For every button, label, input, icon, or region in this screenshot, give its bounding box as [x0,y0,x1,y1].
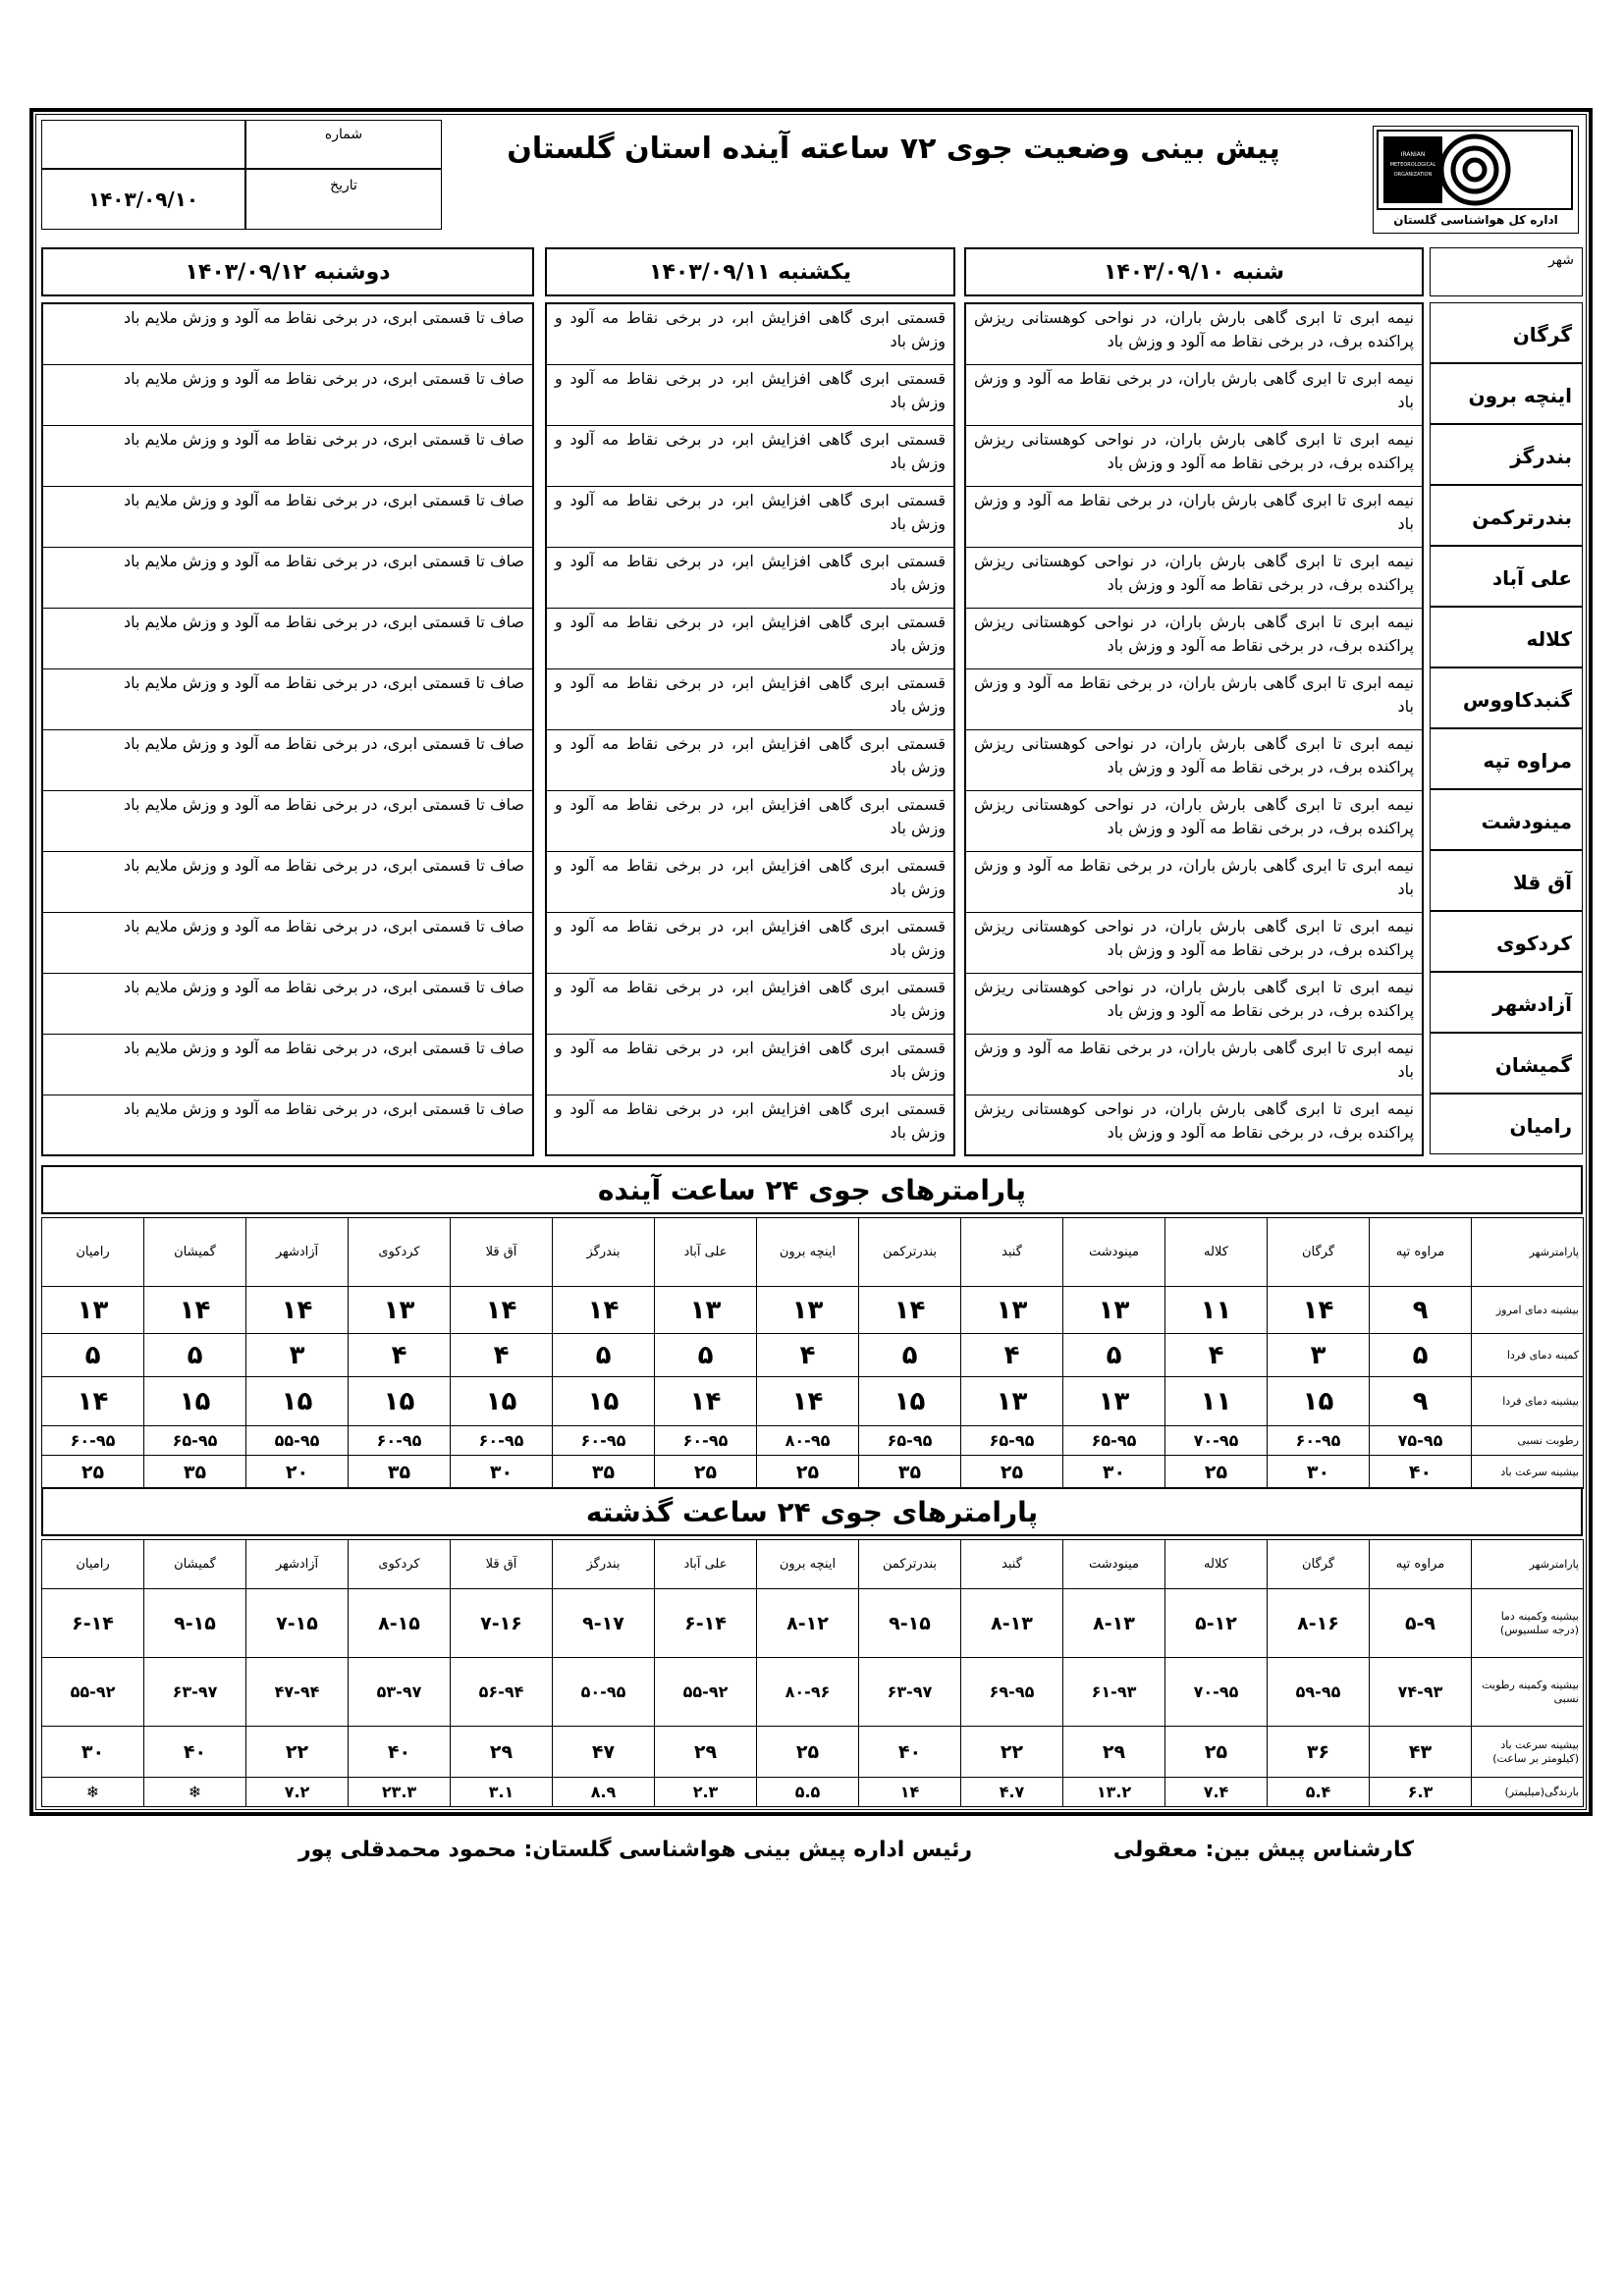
param-value: ۱۵ [1268,1377,1370,1426]
param-value: ۹-۱۵ [859,1589,961,1658]
city-name: کلاله [1430,607,1583,667]
param-value: ۵ [144,1334,246,1377]
param-value: ۴ [349,1334,451,1377]
forecast-cell: صاف تا قسمتی ابری، در برخی نقاط مه آلود و وزش ملایم باد [43,548,532,609]
param-value: ۵۵-۹۲ [42,1658,144,1727]
param-value: ۷۰-۹۵ [1165,1426,1268,1456]
forecast-cell: نیمه ابری تا ابری گاهی بارش باران، در نواحی کوهستانی ریزش پراکنده برف، در برخی نقاط مه آلود و وزش باد [974,1099,1414,1142]
forecast-cell: قسمتی ابری گاهی افزایش ابر، در برخی نقاط مه آلود و وزش باد [547,730,953,791]
param-value: ۲۵ [757,1727,859,1778]
param-value: ۱۳ [1063,1377,1165,1426]
param-value: ۷.۲ [246,1778,349,1807]
forecast-cell: صاف تا قسمتی ابری، در برخی نقاط مه آلود و وزش ملایم باد [43,852,532,913]
date-value: ۱۴۰۳/۰۹/۱۰ [41,169,245,230]
param-row-label: رطوبت نسبی [1472,1426,1584,1456]
param-value: ۱۴ [144,1287,246,1334]
number-value-cell [41,120,245,169]
param-value: ۳۶ [1268,1727,1370,1778]
svg-text:ORGANIZATION: ORGANIZATION [1393,172,1433,178]
city-name: بندرگز [1430,424,1583,485]
forecast-cell: قسمتی ابری گاهی افزایش ابر، در برخی نقاط مه آلود و وزش باد [555,1099,946,1142]
past24-title: پارامترهای جوی ۲۴ ساعت گذشته [41,1487,1583,1536]
forecast-cell: نیمه ابری تا ابری گاهی بارش باران، در برخی نقاط مه آلود و وزش باد [966,1035,1422,1095]
param-value: ۲۹ [655,1727,757,1778]
param-value: ۵ [655,1334,757,1377]
param-city-header: گمیشان [144,1540,246,1589]
forecast-cell: قسمتی ابری گاهی افزایش ابر، در برخی نقاط مه آلود و وزش باد [547,791,953,852]
param-value: ۴.۷ [961,1778,1063,1807]
city-column-header: شهر [1430,247,1583,296]
param-value: ۴۷ [553,1727,655,1778]
param-value: ۱۱ [1165,1287,1268,1334]
meteorological-organization-logo [1373,126,1579,234]
param-value: ۴۰ [859,1727,961,1778]
forecast-cell: صاف تا قسمتی ابری، در برخی نقاط مه آلود و وزش ملایم باد [43,365,532,426]
forecast-cell: قسمتی ابری گاهی افزایش ابر، در برخی نقاط مه آلود و وزش باد [547,913,953,974]
param-city-header: گنبد [961,1218,1063,1287]
param-value: ۶۰-۹۵ [1268,1426,1370,1456]
param-value: ۵ [42,1334,144,1377]
param-value: ۷۴-۹۳ [1370,1658,1472,1727]
forecast-cell: صاف تا قسمتی ابری، در برخی نقاط مه آلود و وزش ملایم باد [43,730,532,791]
param-value: ۵ [859,1334,961,1377]
param-value: ۲۳.۳ [349,1778,451,1807]
param-value: ❄ [144,1778,246,1807]
param-row-label: بیشینه وکمینه دما (درجه سلسیوس) [1472,1589,1584,1658]
head-name: رئیس اداره پیش بینی هواشناسی گلستان: محمود محمدقلی پور [298,1838,972,1862]
param-value: ۲۹ [451,1727,553,1778]
param-value: ۱۴ [1268,1287,1370,1334]
param-value: ۷۵-۹۵ [1370,1426,1472,1456]
param-value: ۱۵ [859,1377,961,1426]
saturday-column [964,302,1424,1156]
param-value: ۶۵-۹۵ [961,1426,1063,1456]
param-value: ۵.۵ [757,1778,859,1807]
param-value: ۲۵ [42,1456,144,1489]
param-value: ۷-۱۶ [451,1589,553,1658]
param-corner: پارامترشهر [1472,1218,1584,1287]
date-label: تاریخ [245,169,442,230]
param-row-label: بارندگی(میلیمتر) [1472,1778,1584,1807]
param-value: ۵ [1063,1334,1165,1377]
param-value: ۵ [1370,1334,1472,1377]
param-value: ۶۱-۹۳ [1063,1658,1165,1727]
param-value: ۸-۱۶ [1268,1589,1370,1658]
city-name: مراوه تپه [1430,728,1583,789]
param-value: ۴ [757,1334,859,1377]
param-value: ۵-۱۲ [1165,1589,1268,1658]
param-value: ۶.۳ [1370,1778,1472,1807]
city-name: رامیان [1430,1094,1583,1154]
city-name: آق قلا [1430,850,1583,911]
forecast-cell: صاف تا قسمتی ابری، در برخی نقاط مه آلود و وزش ملایم باد [43,609,532,669]
param-value: ۷.۴ [1165,1778,1268,1807]
param-value: ۱۳ [349,1287,451,1334]
param-value: ۶۵-۹۵ [1063,1426,1165,1456]
param-value: ۵.۴ [1268,1778,1370,1807]
param-city-header: آزادشهر [246,1540,349,1589]
day-header-sunday: یکشنبه ۱۴۰۳/۰۹/۱۱ [545,247,955,296]
param-value: ۶-۱۴ [42,1589,144,1658]
forecast-cell: قسمتی ابری گاهی افزایش ابر، در برخی نقاط مه آلود و وزش باد [547,548,953,609]
param-value: ۲۵ [961,1456,1063,1489]
forecast-cell: صاف تا قسمتی ابری، در برخی نقاط مه آلود و وزش ملایم باد [43,913,532,974]
param-value: ۱۳.۲ [1063,1778,1165,1807]
param-value: ۹ [1370,1287,1472,1334]
param-value: ۱۱ [1165,1377,1268,1426]
param-value: ۵۰-۹۵ [553,1658,655,1727]
city-name: اینچه برون [1430,363,1583,424]
param-city-header: مراوه تپه [1370,1540,1472,1589]
forecast-cell: نیمه ابری تا ابری گاهی بارش باران، در برخی نقاط مه آلود و وزش باد [966,487,1422,548]
forecast-cell: نیمه ابری تا ابری گاهی بارش باران، در نواحی کوهستانی ریزش پراکنده برف، در برخی نقاط مه آلود و وزش باد [966,730,1422,791]
param-row-label: بیشینه دمای امروز [1472,1287,1584,1334]
param-value: ۳۰ [451,1456,553,1489]
param-city-header: کردکوی [349,1218,451,1287]
number-label: شماره [245,120,442,169]
param-value: ۷-۱۵ [246,1589,349,1658]
param-city-header: بندرترکمن [859,1540,961,1589]
param-value: ۴۰ [1370,1456,1472,1489]
param-city-header: آق قلا [451,1218,553,1287]
day-header-saturday: شنبه ۱۴۰۳/۰۹/۱۰ [964,247,1424,296]
param-value: ۱۳ [757,1287,859,1334]
forecast-cell: قسمتی ابری گاهی افزایش ابر، در برخی نقاط مه آلود و وزش باد [547,487,953,548]
param-value: ۵۵-۹۵ [246,1426,349,1456]
monday-column [41,302,534,1156]
svg-text:IRANIAN: IRANIAN [1400,151,1426,158]
param-city-header: گرگان [1268,1540,1370,1589]
param-value: ۲۲ [246,1727,349,1778]
param-value: ۴ [1165,1334,1268,1377]
param-value: ۴۷-۹۴ [246,1658,349,1727]
param-value: ۱۴ [859,1287,961,1334]
param-value: ۵۹-۹۵ [1268,1658,1370,1727]
param-value: ۳۰ [1063,1456,1165,1489]
param-value: ۱۳ [655,1287,757,1334]
forecast-cell: نیمه ابری تا ابری گاهی بارش باران، در نواحی کوهستانی ریزش پراکنده برف، در برخی نقاط مه آلود و وزش باد [966,913,1422,974]
forecast-cell: نیمه ابری تا ابری گاهی بارش باران، در برخی نقاط مه آلود و وزش باد [966,669,1422,730]
city-name: کردکوی [1430,911,1583,972]
param-value: ۲۵ [1165,1727,1268,1778]
param-value: ۹-۱۵ [144,1589,246,1658]
forecast-cell: قسمتی ابری گاهی افزایش ابر، در برخی نقاط مه آلود و وزش باد [547,426,953,487]
param-city-header: رامیان [42,1540,144,1589]
param-city-header: مینودشت [1063,1218,1165,1287]
param-value: ۶۳-۹۷ [859,1658,961,1727]
forecast-cell: صاف تا قسمتی ابری، در برخی نقاط مه آلود و وزش ملایم باد [43,974,532,1035]
param-value: ۸۰-۹۵ [757,1426,859,1456]
city-name: بندرترکمن [1430,485,1583,546]
param-value: ۶-۱۴ [655,1589,757,1658]
param-value: ۳۵ [859,1456,961,1489]
param-corner: پارامترشهر [1472,1540,1584,1589]
param-row-label: بیشینه دمای فردا [1472,1377,1584,1426]
param-value: ۶۰-۹۵ [451,1426,553,1456]
forecast-cell: قسمتی ابری گاهی افزایش ابر، در برخی نقاط مه آلود و وزش باد [547,1035,953,1095]
city-name: علی آباد [1430,546,1583,607]
page-title: پیش بینی وضعیت جوی ۷۲ ساعته آینده استان گلستان [507,132,1280,166]
forecast-cell: نیمه ابری تا ابری گاهی بارش باران، در نواحی کوهستانی ریزش پراکنده برف، در برخی نقاط مه آلود و وزش باد [966,974,1422,1035]
param-value: ۱۴ [451,1287,553,1334]
param-value: ۱۴ [655,1377,757,1426]
param-value: ۲۵ [1165,1456,1268,1489]
forecast-cell: صاف تا قسمتی ابری، در برخی نقاط مه آلود و وزش ملایم باد [43,426,532,487]
param-value: ۲۹ [1063,1727,1165,1778]
param-value: ۱۳ [42,1287,144,1334]
param-value: ❄ [42,1778,144,1807]
forecast-cell: صاف تا قسمتی ابری، در برخی نقاط مه آلود و وزش ملایم باد [43,669,532,730]
forecast-cell: صاف تا قسمتی ابری، در برخی نقاط مه آلود و وزش ملایم باد [43,487,532,548]
param-city-header: بندرگز [553,1540,655,1589]
param-value: ۴ [451,1334,553,1377]
param-row-label: بیشینه سرعت باد [1472,1456,1584,1489]
param-row-label: بیشینه وکمینه رطوبت نسبی [1472,1658,1584,1727]
city-name: گنبدکاووس [1430,667,1583,728]
forecast-cell: صاف تا قسمتی ابری، در برخی نقاط مه آلود و وزش ملایم باد [43,1035,532,1095]
param-value: ۸-۱۳ [961,1589,1063,1658]
param-value: ۴ [961,1334,1063,1377]
param-value: ۸-۱۳ [1063,1589,1165,1658]
forecast-cell: نیمه ابری تا ابری گاهی بارش باران، در برخی نقاط مه آلود و وزش باد [966,365,1422,426]
param-city-header: مراوه تپه [1370,1218,1472,1287]
param-value: ۱۵ [553,1377,655,1426]
param-value: ۱۵ [349,1377,451,1426]
city-name: گرگان [1430,302,1583,363]
param-city-header: مینودشت [1063,1540,1165,1589]
param-value: ۸۰-۹۶ [757,1658,859,1727]
param-city-header: گنبد [961,1540,1063,1589]
param-value: ۱۴ [246,1287,349,1334]
param-value: ۳۵ [553,1456,655,1489]
param-value: ۴۳ [1370,1727,1472,1778]
param-city-header: گمیشان [144,1218,246,1287]
param-value: ۱۴ [42,1377,144,1426]
param-row-label: کمینه دمای فردا [1472,1334,1584,1377]
forecast-cell: نیمه ابری تا ابری گاهی بارش باران، در نواحی کوهستانی ریزش پراکنده برف، در برخی نقاط مه آلود و وزش باد [966,791,1422,852]
param-value: ۲۵ [655,1456,757,1489]
forecaster-name: کارشناس پیش بین: معقولی [1112,1838,1414,1862]
param-value: ۶۹-۹۵ [961,1658,1063,1727]
forecast-cell: قسمتی ابری گاهی افزایش ابر، در برخی نقاط مه آلود و وزش باد [547,852,953,913]
forecast-cell: قسمتی ابری گاهی افزایش ابر، در برخی نقاط مه آلود و وزش باد [547,974,953,1035]
param-value: ۵۶-۹۴ [451,1658,553,1727]
forecast-cell: صاف تا قسمتی ابری، در برخی نقاط مه آلود و وزش ملایم باد [124,1099,524,1118]
param-value: ۸-۱۲ [757,1589,859,1658]
param-value: ۱۵ [246,1377,349,1426]
forecast-cell: قسمتی ابری گاهی افزایش ابر، در برخی نقاط مه آلود و وزش باد [547,609,953,669]
forecast-cell: نیمه ابری تا ابری گاهی بارش باران، در نواحی کوهستانی ریزش پراکنده برف، در برخی نقاط مه آلود و وزش باد [966,548,1422,609]
param-value: ۶۵-۹۵ [859,1426,961,1456]
param-value: ۳۵ [144,1456,246,1489]
param-value: ۱۳ [1063,1287,1165,1334]
param-value: ۹-۱۷ [553,1589,655,1658]
param-value: ۱۴ [553,1287,655,1334]
forecast-cell: نیمه ابری تا ابری گاهی بارش باران، در برخی نقاط مه آلود و وزش باد [966,852,1422,913]
param-value: ۴۰ [349,1727,451,1778]
param-value: ۱۴ [757,1377,859,1426]
param-value: ۲.۳ [655,1778,757,1807]
param-value: ۳ [246,1334,349,1377]
param-value: ۱۴ [859,1778,961,1807]
param-value: ۸.۹ [553,1778,655,1807]
param-value: ۶۰-۹۵ [42,1426,144,1456]
param-value: ۳۰ [42,1727,144,1778]
param-value: ۲۲ [961,1727,1063,1778]
forecast-cell: صاف تا قسمتی ابری، در برخی نقاط مه آلود و وزش ملایم باد [43,791,532,852]
param-city-header: اینچه برون [757,1540,859,1589]
forecast-cell: قسمتی ابری گاهی افزایش ابر، در برخی نقاط مه آلود و وزش باد [547,669,953,730]
param-value: ۱۳ [961,1377,1063,1426]
param-row-label: بیشینه سرعت باد (کیلومتر بر ساعت) [1472,1727,1584,1778]
param-value: ۶۰-۹۵ [349,1426,451,1456]
forecast-cell: نیمه ابری تا ابری گاهی بارش باران، در نواحی کوهستانی ریزش پراکنده برف، در برخی نقاط مه آلود و وزش باد [966,609,1422,669]
param-city-header: علی آباد [655,1540,757,1589]
param-city-header: علی آباد [655,1218,757,1287]
param-value: ۳.۱ [451,1778,553,1807]
param-value: ۵۳-۹۷ [349,1658,451,1727]
param-value: ۵۵-۹۲ [655,1658,757,1727]
param-value: ۱۳ [961,1287,1063,1334]
param-value: ۳ [1268,1334,1370,1377]
param-value: ۳۵ [349,1456,451,1489]
param-value: ۵ [553,1334,655,1377]
forecast-cell: قسمتی ابری گاهی افزایش ابر، در برخی نقاط مه آلود و وزش باد [547,304,953,365]
city-name: گمیشان [1430,1033,1583,1094]
logo-caption: اداره کل هواشناسی گلستان [1393,213,1558,227]
next24-title: پارامترهای جوی ۲۴ ساعت آینده [41,1165,1583,1214]
past24-table [41,1539,1584,1807]
param-value: ۹ [1370,1377,1472,1426]
param-value: ۶۰-۹۵ [655,1426,757,1456]
day-header-monday: دوشنبه ۱۴۰۳/۰۹/۱۲ [41,247,534,296]
param-city-header: بندرترکمن [859,1218,961,1287]
param-city-header: آزادشهر [246,1218,349,1287]
param-city-header: کلاله [1165,1540,1268,1589]
param-value: ۷۰-۹۵ [1165,1658,1268,1727]
forecast-cell: صاف تا قسمتی ابری، در برخی نقاط مه آلود و وزش ملایم باد [43,304,532,365]
param-city-header: گرگان [1268,1218,1370,1287]
param-value: ۱۵ [451,1377,553,1426]
city-name: آزادشهر [1430,972,1583,1033]
forecast-cell: نیمه ابری تا ابری گاهی بارش باران، در نواحی کوهستانی ریزش پراکنده برف، در برخی نقاط مه آلود و وزش باد [966,304,1422,365]
forecast-cell: نیمه ابری تا ابری گاهی بارش باران، در نواحی کوهستانی ریزش پراکنده برف، در برخی نقاط مه آلود و وزش باد [966,426,1422,487]
city-name: مینودشت [1430,789,1583,850]
param-value: ۲۰ [246,1456,349,1489]
param-value: ۴۰ [144,1727,246,1778]
param-city-header: رامیان [42,1218,144,1287]
param-city-header: آق قلا [451,1540,553,1589]
param-value: ۵-۹ [1370,1589,1472,1658]
param-value: ۶۵-۹۵ [144,1426,246,1456]
sunday-column [545,302,955,1156]
param-city-header: کردکوی [349,1540,451,1589]
next24-table [41,1217,1584,1489]
svg-text:METEOROLOGICAL: METEOROLOGICAL [1389,162,1436,168]
param-value: ۲۵ [757,1456,859,1489]
param-city-header: اینچه برون [757,1218,859,1287]
param-value: ۸-۱۵ [349,1589,451,1658]
forecast-cell: قسمتی ابری گاهی افزایش ابر، در برخی نقاط مه آلود و وزش باد [547,365,953,426]
param-city-header: کلاله [1165,1218,1268,1287]
param-value: ۶۳-۹۷ [144,1658,246,1727]
param-value: ۱۵ [144,1377,246,1426]
param-value: ۳۰ [1268,1456,1370,1489]
param-value: ۶۰-۹۵ [553,1426,655,1456]
param-city-header: بندرگز [553,1218,655,1287]
